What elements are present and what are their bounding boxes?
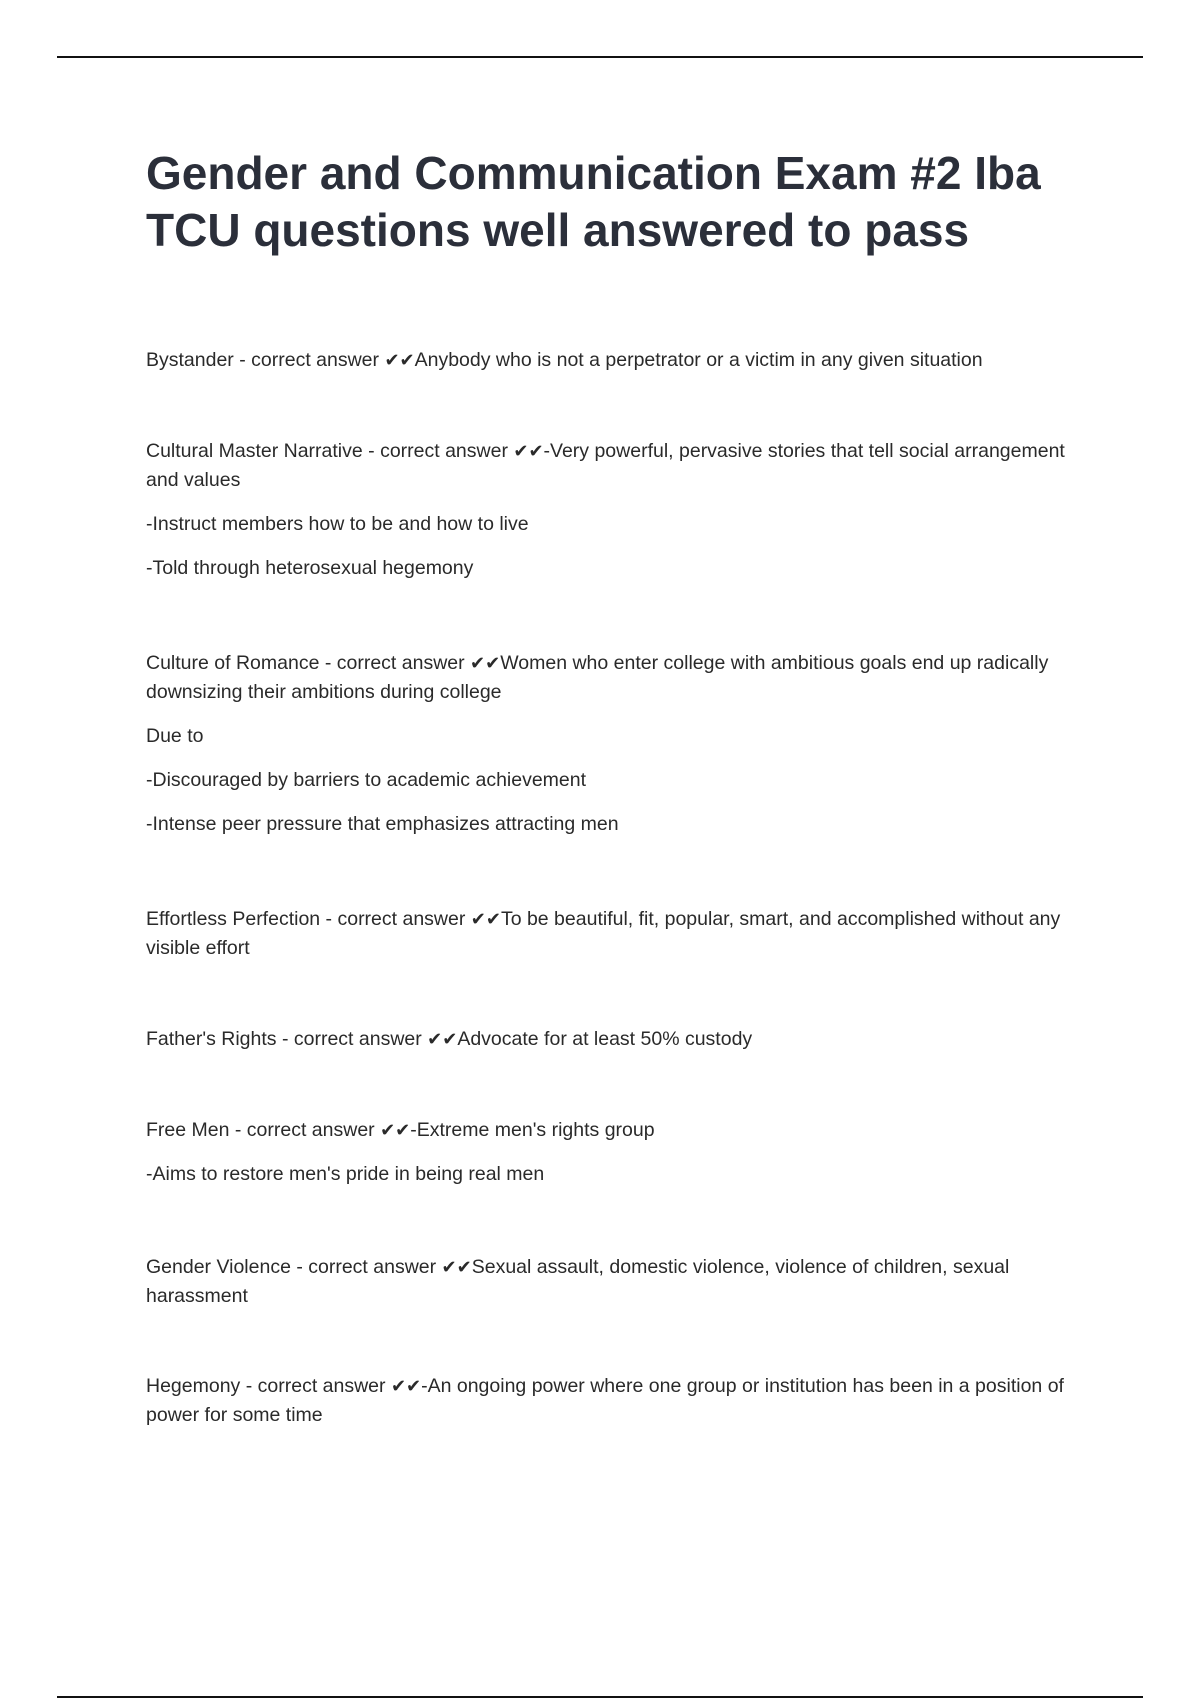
answer-text: Anybody who is not a perpetrator or a victim in any given situation [414,349,983,371]
term-label: Gender Violence [146,1256,291,1278]
answer-marker: - correct answer [229,1119,381,1141]
qa-line [146,1116,1086,1145]
checkmark-icon: ✔✔ [513,441,544,462]
checkmark-icon: ✔✔ [390,1376,422,1397]
term-label: Cultural Master Narrative [146,440,363,462]
answer-marker: - correct answer [240,1375,391,1397]
answer-text: Sexual assault, domestic violence, violence of children, sexual harassment [146,1256,1010,1307]
qa-line [146,346,1086,375]
qa-line [146,1025,1086,1054]
answer-marker: - correct answer [319,652,471,674]
qa-entry-effortless-perfection [146,905,1086,963]
top-divider [57,56,1143,58]
qa-entry-free-men [146,1116,1086,1189]
term-label: Bystander [146,349,234,371]
qa-entry-bystander [146,346,1086,375]
qa-entry-gender-violence [146,1253,1086,1311]
term-label: Free Men [146,1119,230,1141]
qa-entry-cultural-master-narrative [146,437,1086,583]
answer-marker: - correct answer [276,1028,428,1050]
answer-marker: - correct answer [290,1256,442,1278]
answer-line: -Intense peer pressure that emphasizes attracting men [146,813,619,835]
answer-text: To be beautiful, fit, popular, smart, and accomplished without any visible effort [146,908,1061,959]
term-label: Effortless Perfection [146,908,321,930]
answer-text: Women who enter college with ambitious goals end up radically downsizing their ambitions during college [146,652,1049,703]
qa-entry-fathers-rights [146,1025,1086,1054]
term-label: Culture of Romance [146,652,320,674]
answer-line: Due to [146,725,204,747]
checkmark-icon: ✔✔ [384,350,415,371]
checkmark-icon: ✔✔ [470,909,501,930]
answer-text: -Very powerful, pervasive stories that tell social arrangement and values [146,440,1065,491]
answer-text: -An ongoing power where one group or institution has been in a position of power for some time [146,1375,1064,1426]
answer-line: -Told through heterosexual hegemony [146,557,474,579]
checkmark-icon: ✔✔ [380,1120,411,1141]
checkmark-icon: ✔✔ [441,1257,472,1278]
bottom-divider [57,1696,1143,1698]
answer-marker: - correct answer [362,440,514,462]
qa-line [146,437,1086,495]
qa-line [146,1253,1086,1311]
qa-line [146,1372,1086,1430]
term-label: Hegemony [146,1375,241,1397]
answer-line: -Instruct members how to be and how to live [146,513,529,535]
answer-text: Advocate for at least 50% custody [457,1028,753,1050]
document-title: Gender and Communication Exam #2 Iba TCU questions well answered to pass [146,147,1041,256]
qa-line [146,649,1086,707]
term-label: Father's Rights [146,1028,277,1050]
answer-marker: - correct answer [233,349,385,371]
answer-marker: - correct answer [320,908,471,930]
qa-entry-hegemony [146,1372,1086,1430]
qa-line [146,905,1086,963]
answer-line: -Discouraged by barriers to academic achievement [146,769,587,791]
answer-text: -Extreme men's rights group [410,1119,655,1141]
qa-entry-culture-of-romance [146,649,1086,839]
checkmark-icon: ✔✔ [427,1029,458,1050]
answer-line: -Aims to restore men's pride in being real men [146,1163,545,1185]
checkmark-icon: ✔✔ [470,653,501,674]
